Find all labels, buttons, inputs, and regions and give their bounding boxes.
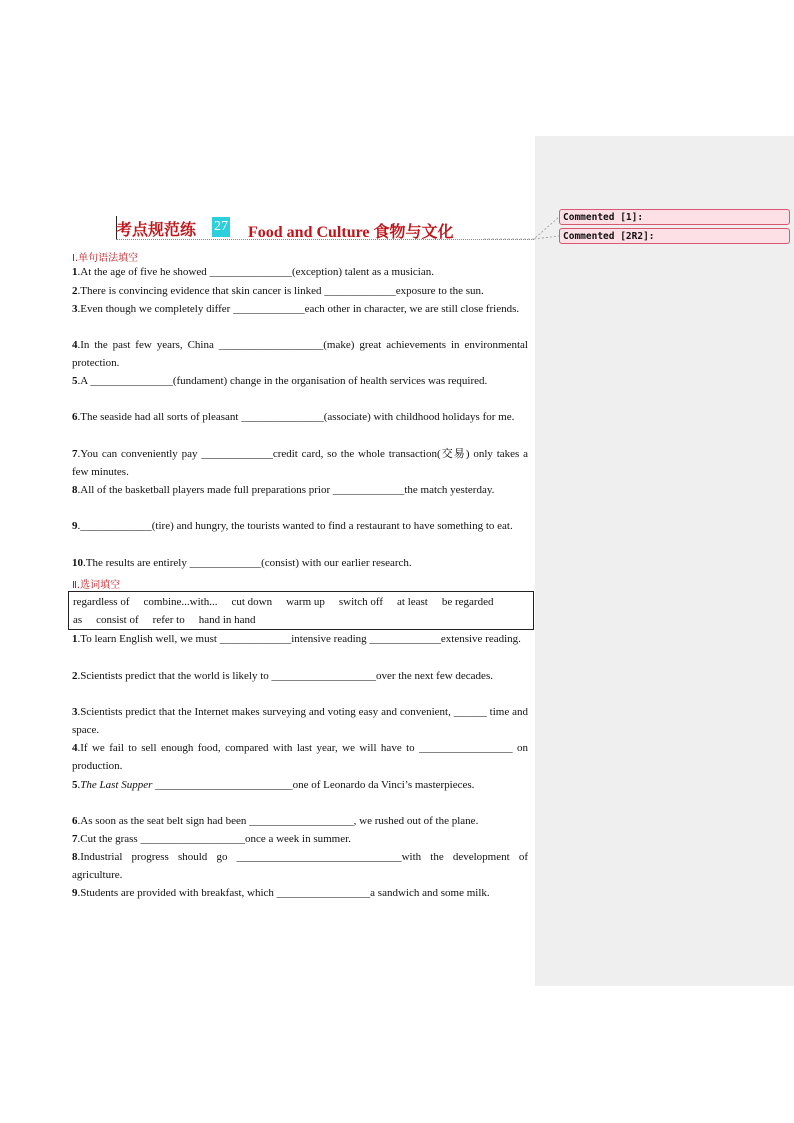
section-2-question-3 [72,703,528,739]
question-text: .Scientists predict that the Internet makes surveying and voting easy and convenient, ______ time and space. [72,706,528,737]
question-text: .In the past few years, China ___________________(make) great achievements in environmental protection. [72,339,528,370]
question-text: .The seaside had all sorts of pleasant _______________(associate) with childhood holidays for me. [77,411,515,423]
question-number: 3 [72,706,78,718]
question-number: 7 [72,833,78,845]
question-number: 3 [72,303,78,315]
question-italic-title: The Last Supper [80,779,153,791]
section-1-heading: Ⅰ.单句语法填空 [72,253,139,264]
question-text: .Scientists predict that the world is likely to ___________________over the next few decades. [77,670,493,682]
question-text: .As soon as the seat belt sign had been ___________________, we rushed out of the plane. [77,815,479,827]
section-1-question-4 [72,336,528,372]
title-chinese: 考点规范练 [116,220,197,239]
title-number-badge: 27 [212,217,230,237]
section-2-question-9 [72,884,528,902]
question-text: .At the age of five he showed _______________(exception) talent as a musician. [77,266,434,278]
question-text: .Even though we completely differ _____________each other in character, we are still close friends. [77,303,520,315]
word-bank-item: warm up [286,596,325,608]
word-bank-item: be regarded as [73,596,494,626]
question-number: 9 [72,887,78,899]
section-1-question-8 [72,481,528,499]
question-number: 8 [72,851,78,863]
section-2-question-1 [72,630,528,648]
comment-2[interactable]: Commented [2R2]: [559,228,790,244]
title-english: Food and Culture [248,224,370,241]
question-number: 2 [72,285,78,297]
word-bank-item: at least [397,596,428,608]
question-number: 8 [72,484,78,496]
section-1-question-7 [72,445,528,481]
question-text: .Industrial progress should go ______________________________with the development of agriculture. [72,851,528,882]
question-number: 4 [72,339,78,351]
question-text: .Cut the grass ___________________once a week in summer. [77,833,351,845]
question-number: 5 [72,375,78,387]
word-bank-item: combine...with... [143,596,218,608]
title-chinese-subtitle: 食物与文化 [373,222,454,241]
comment-1[interactable]: Commented [1]: [559,209,790,225]
question-text: .Students are provided with breakfast, which _________________a sandwich and some milk. [77,887,490,899]
section-1-question-10 [72,554,528,572]
question-number: 7 [72,448,78,460]
section-2-heading: Ⅱ.选词填空 [72,580,121,591]
question-text: .A _______________(fundament) change in the organisation of health services was required. [77,375,488,387]
section-2-question-2 [72,667,528,685]
question-text: .To learn English well, we must _____________intensive reading _____________extensive reading. [77,633,521,645]
word-bank [68,591,534,630]
question-number: 1 [72,633,78,645]
word-bank-item: regardless of [73,596,130,608]
section-1-question-3 [72,300,528,318]
section-2-question-8 [72,848,528,884]
section-1-question-5 [72,372,528,390]
question-text: .All of the basketball players made full preparations prior _____________the match yesterday. [77,484,495,496]
question-number: 2 [72,670,78,682]
page-title [116,214,536,240]
comment-pane [535,136,794,986]
word-bank-item: refer to [152,614,185,626]
question-number: 10 [72,557,83,569]
question-text: _________________________one of Leonardo da Vinci’s masterpieces. [152,779,475,791]
question-number: 1 [72,266,78,278]
question-number: 5 [72,779,78,791]
section-1-question-1 [72,263,528,281]
section-2-question-5: 5.The Last Supper _________________________one of Leonardo da Vinci’s masterpieces. [72,779,475,791]
question-text: .You can conveniently pay _____________credit card, so the whole transaction(交易) only takes a few minutes. [72,448,528,479]
title-underline [116,239,534,240]
section-2-question-4 [72,739,528,775]
section-2-question-6 [72,812,528,830]
word-bank-item: switch off [338,596,383,608]
section-2-question-7 [72,830,528,848]
question-text: ._____________(tire) and hungry, the tourists wanted to find a restaurant to have something to eat. [77,520,513,532]
question-number: 6 [72,815,78,827]
question-text: .There is convincing evidence that skin cancer is linked _____________exposure to the sun. [77,285,484,297]
word-bank-item: hand in hand [198,614,256,626]
word-bank-item: cut down [231,596,273,608]
question-number: 9 [72,520,78,532]
section-1-question-9 [72,517,528,535]
question-text: .The results are entirely _____________(consist) with our earlier research. [83,557,412,569]
question-number: 4 [72,742,78,754]
section-1-question-2 [72,282,528,300]
question-text: .If we fail to sell enough food, compared with last year, we will have to _________________ on production. [72,742,528,773]
section-1-question-6 [72,408,528,426]
question-number: 6 [72,411,78,423]
word-bank-item: consist of [96,614,139,626]
